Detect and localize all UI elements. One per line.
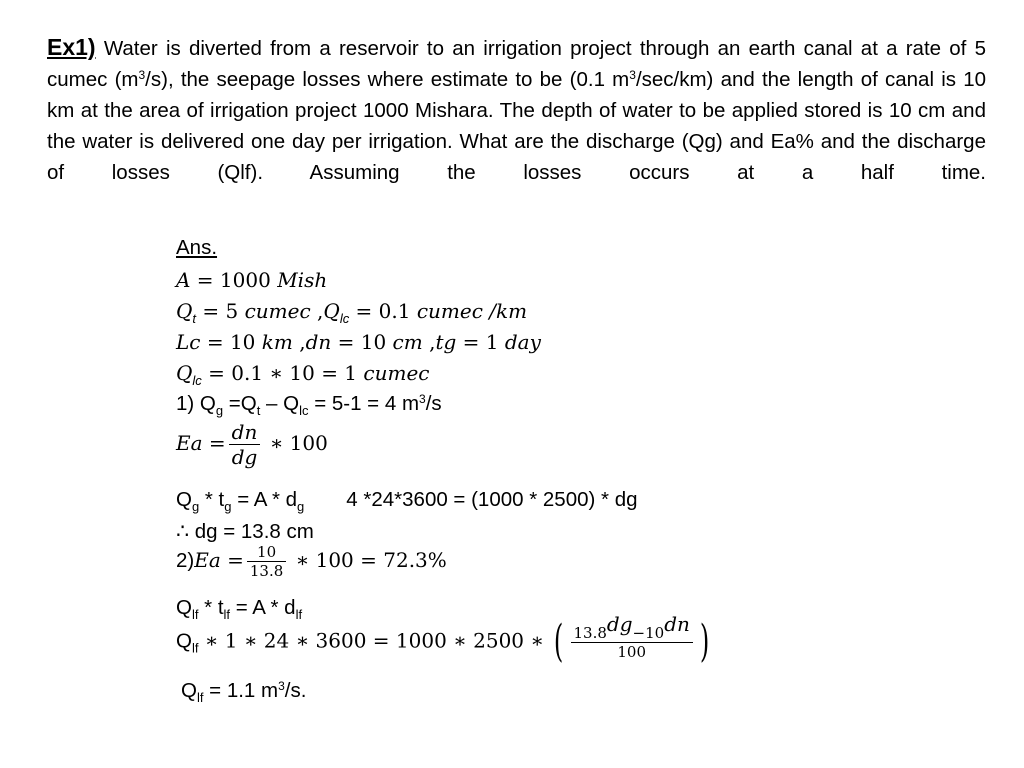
problem-statement xyxy=(47,32,986,188)
problem-label: Ex1) xyxy=(47,34,96,60)
step-1-qg: 1) $Q_g =Q_t - Q_{lc} = 5-1 = 4$ $m^3/s$ xyxy=(176,392,442,418)
result-qlf: $Q_{lf} = 1.1$ $m^3/s$. xyxy=(181,679,307,705)
problem-text-b: /s), the seepage losses where estimate to be (0.1 m xyxy=(145,68,630,91)
eq-volume-balance: $Q_g * t_g = A * d_g$ 4 *24*3600 = (1000 * 2500) * dg xyxy=(176,488,638,514)
eq-loss-volume: $Q_{lf} * t_{lf} = A * d_{lf}$ xyxy=(176,596,303,622)
ea-value-fraction: $\frac{10}{13.8}$ xyxy=(247,543,286,580)
step-2-ea: 2)Ea = $\frac{10}{13.8}$ ∗ 100 = 72.3% xyxy=(176,543,447,580)
loss-fraction: $\frac{13.8^{dg}-10^{dn}}{100}$ xyxy=(571,624,693,661)
problem-text-c: /sec/km) and the length of canal is 10 km at the area of irrigation project 1000 Mishara. The depth of water to be applied stored is 10 cm and the water is delivered one day per irrigation. What are the discharge (Qg) and Ea% and the discharge of losses (Qlf). Assuming the losses occurs at a half time. xyxy=(47,68,986,184)
sup-2: 3 xyxy=(629,68,636,82)
eq-area: A = 1000 Mish xyxy=(176,268,328,292)
answer-heading: Ans. xyxy=(176,236,218,259)
eq-ea-formula: Ea = $\frac{dn}{dg}$ ∗ 100 xyxy=(176,420,328,469)
eq-discharges: $Q_t = 5$ cumec $,Q_{lc} = 0.1$ cumec /km xyxy=(176,299,528,326)
result-dg: ∴ dg = 13.8 cm xyxy=(176,520,314,543)
eq-loss-computation: $Q_{lf}$ ∗ 1 ∗ 24 ∗ 3600 = 1000 ∗ 2500 ∗ ( $\frac{13.8^{dg}-10^{dn}}{100}$ ) xyxy=(176,611,710,667)
eq-loss-discharge: $Q_{lc} = 0.1$ ∗ 10 = 1 cumec xyxy=(176,361,430,388)
ea-fraction: $\frac{dn}{dg}$ xyxy=(229,420,261,469)
problem-text-a: Water is diverted from a reservoir to an irrigation project through an earth canal at a rate of 5 cumec (m xyxy=(47,37,986,91)
eq-length-depth-time: Lc = 10 km ,dn = 10 cm ,tg = 1 day xyxy=(176,330,541,354)
sup-1: 3 xyxy=(138,68,146,82)
